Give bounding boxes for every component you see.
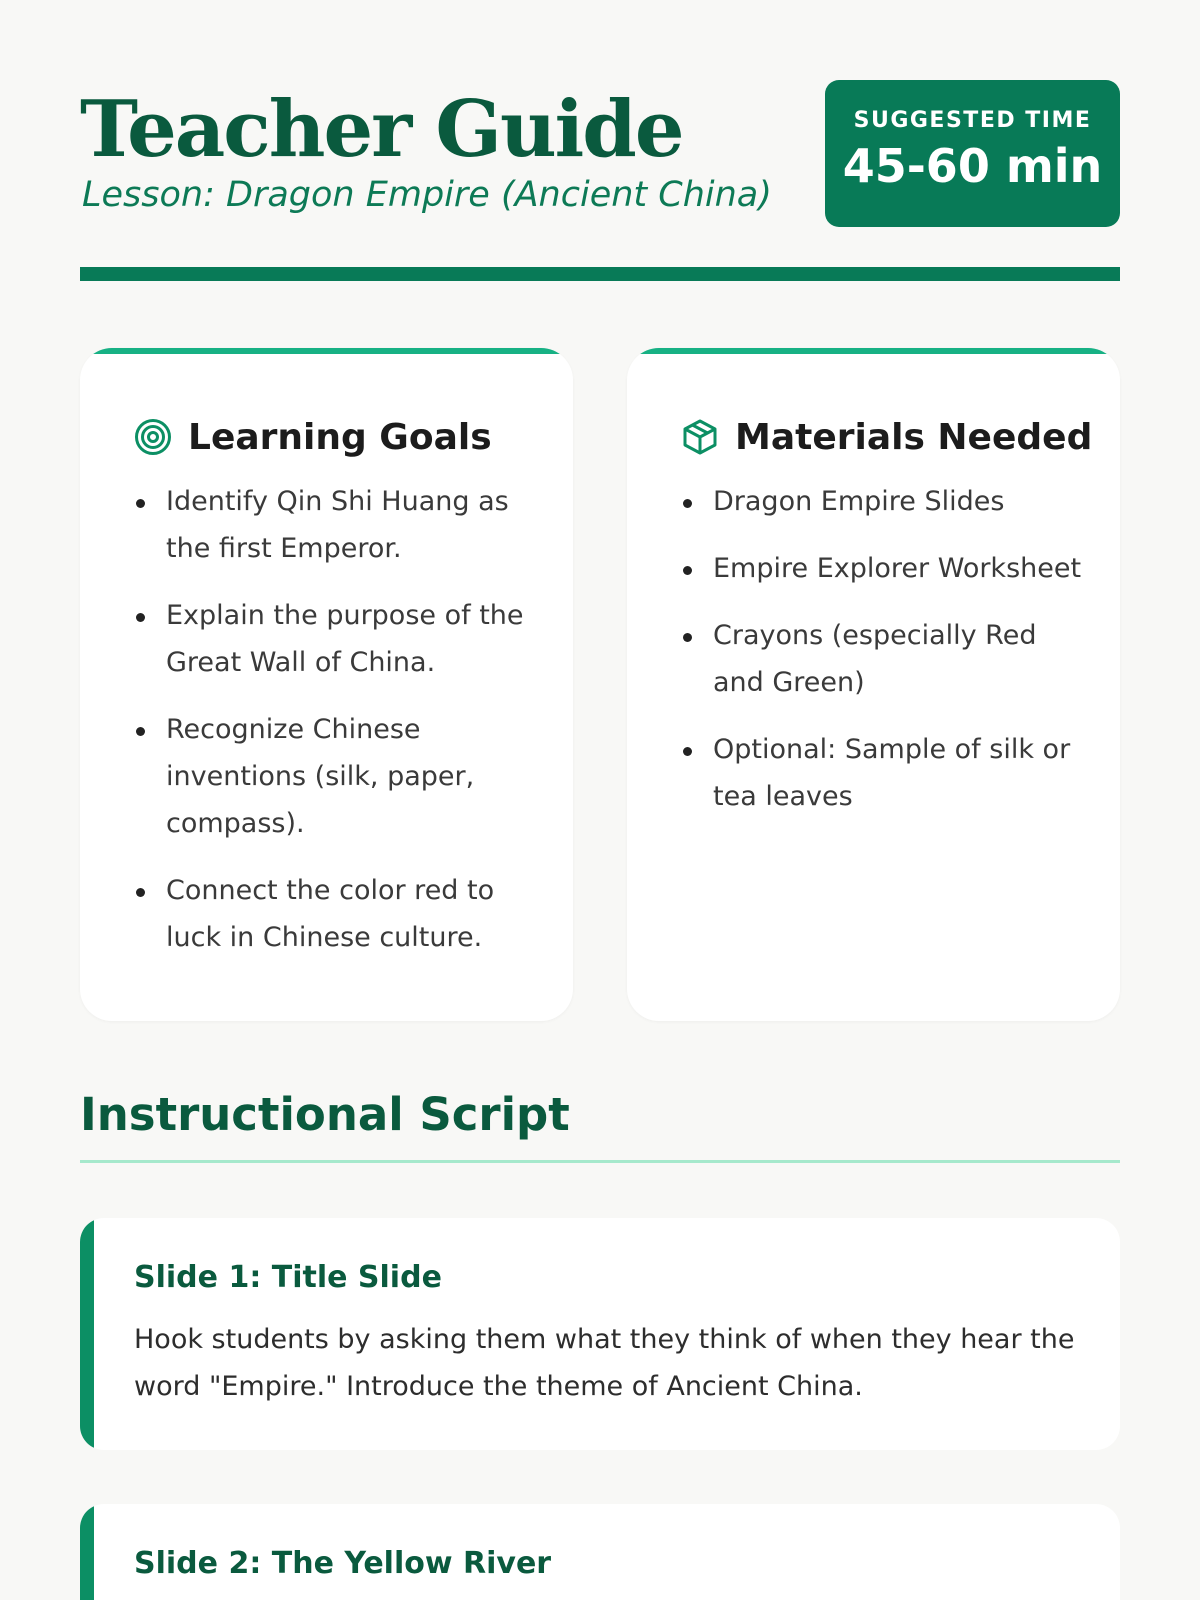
teacher-guide-page — [80, 0, 1120, 1600]
learning-goals-card — [80, 348, 573, 1021]
list-item: Recognize Chinese inventions (silk, paper, compass). — [134, 706, 543, 847]
header — [80, 80, 1120, 230]
materials-title: Materials Needed — [735, 416, 1093, 458]
section-divider — [80, 1160, 1120, 1163]
target-icon — [134, 418, 172, 456]
slide-description: Hook students by asking them what they think of when they hear the word "Empire." Introduce the theme of Ancient China. — [134, 1324, 1075, 1402]
list-item: Explain the purpose of the Great Wall of China. — [134, 592, 543, 686]
list-item: Empire Explorer Worksheet — [681, 545, 1090, 592]
list-item: Crayons (especially Red and Green) — [681, 612, 1090, 706]
list-item: Connect the color red to luck in Chinese culture. — [134, 867, 543, 961]
list-item: Optional: Sample of silk or tea leaves — [681, 726, 1090, 820]
list-item: Dragon Empire Slides — [681, 478, 1090, 525]
slide-card — [80, 1218, 1120, 1450]
box-icon — [681, 418, 719, 456]
page-title: Teacher Guide — [80, 84, 683, 175]
slide-title: Slide 2: The Yellow River — [134, 1546, 552, 1581]
materials-heading — [681, 412, 1092, 462]
header-divider — [80, 267, 1120, 281]
suggested-time-badge — [825, 80, 1120, 227]
lesson-subtitle: Lesson: Dragon Empire (Ancient China) — [82, 175, 772, 215]
suggested-time-label: SUGGESTED TIME — [853, 108, 1092, 133]
learning-goals-list — [134, 478, 543, 981]
slide-card — [80, 1504, 1120, 1600]
materials-list — [681, 478, 1090, 840]
learning-goals-heading — [134, 412, 492, 462]
suggested-time-value: 45-60 min — [842, 139, 1103, 193]
instructional-script-heading: Instructional Script — [80, 1088, 570, 1141]
list-item: Identify Qin Shi Huang as the first Emperor. — [134, 478, 543, 572]
materials-card — [627, 348, 1120, 1021]
learning-goals-title: Learning Goals — [188, 416, 492, 458]
slide-title: Slide 1: Title Slide — [134, 1260, 442, 1295]
